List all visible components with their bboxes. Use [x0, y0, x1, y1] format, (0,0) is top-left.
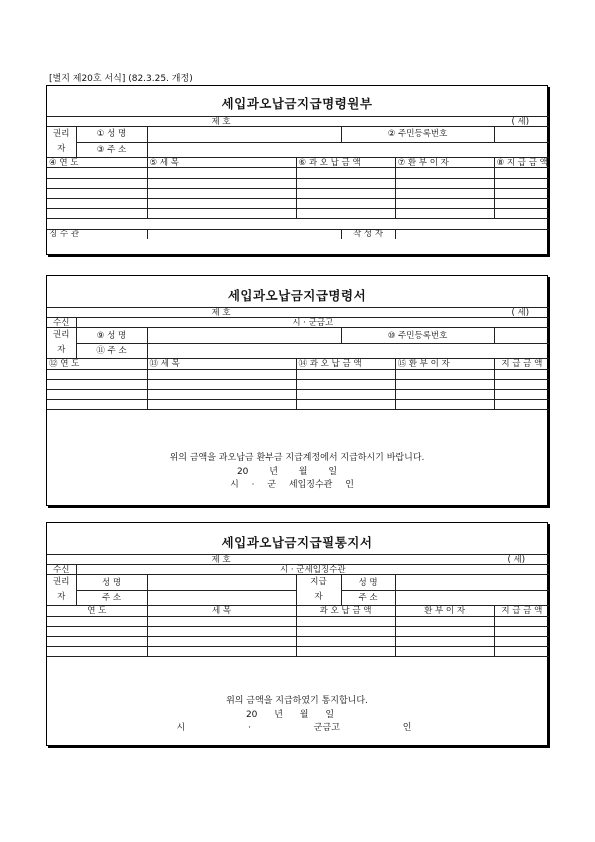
- form3-payee-name-field[interactable]: [395, 575, 549, 591]
- form2-address-field[interactable]: [147, 343, 549, 359]
- form1-holder-label-b: 자: [57, 144, 66, 155]
- table-row: [47, 400, 549, 410]
- form3-interest-cell[interactable]: [395, 626, 494, 636]
- form1-pay-cell[interactable]: [494, 209, 549, 219]
- form3-address-label: 주 소: [76, 590, 147, 606]
- table-row: [47, 188, 549, 198]
- form1-name-label: ① 성 명: [76, 127, 147, 143]
- form2-year-cell[interactable]: [47, 379, 147, 389]
- form-disbursement-order: [46, 275, 548, 506]
- form3-item-cell[interactable]: [147, 636, 296, 646]
- form1-year-cell[interactable]: [47, 168, 147, 178]
- form3-statement-block: [47, 695, 547, 736]
- form3-number-label: 제 호: [47, 555, 395, 565]
- form3-payee-address-field[interactable]: [395, 590, 549, 606]
- form2-fiscal-year: ( 세): [395, 308, 549, 318]
- form1-amount-cell[interactable]: [296, 198, 395, 208]
- form1-amount-cell[interactable]: [296, 209, 395, 219]
- form2-interest-cell[interactable]: [395, 369, 494, 379]
- form2-item-cell[interactable]: [147, 400, 296, 410]
- form3-payee-name-label: 성 명: [341, 575, 395, 591]
- form3-pay-cell[interactable]: [494, 636, 549, 646]
- table-row: [47, 626, 549, 636]
- form2-name-label: ⑨ 성 명: [76, 328, 147, 344]
- form3-holder-label: [47, 575, 76, 606]
- table-row: [47, 219, 549, 229]
- form3-interest-cell[interactable]: [395, 636, 494, 646]
- table-row: [47, 616, 549, 626]
- table-row: [47, 389, 549, 399]
- form2-col-amount: ⑭ 과 오 납 금 액: [296, 359, 395, 369]
- form1-writer-label: 작 성 자: [341, 229, 395, 239]
- form3-statement: 위의 금액을 지급하였기 통지합니다.: [226, 696, 368, 706]
- form2-table: [47, 307, 549, 410]
- form2-recipient-row: [47, 318, 549, 328]
- form3-column-header-row: [47, 606, 549, 616]
- form1-address-field[interactable]: [147, 142, 549, 158]
- form3-col-amount: 과 오 납 금 액: [296, 606, 395, 616]
- table-row: [47, 168, 549, 178]
- form2-address-label: ⑪ 주 소: [76, 343, 147, 359]
- form3-payee-address-label: 주 소: [341, 590, 395, 606]
- form1-item-cell[interactable]: [147, 209, 296, 219]
- form1-interest-cell[interactable]: [395, 178, 494, 188]
- form3-name-row: [47, 575, 549, 591]
- form1-address-label: ③ 주 소: [76, 142, 147, 158]
- form2-year-cell[interactable]: [47, 400, 147, 410]
- form2-interest-cell[interactable]: [395, 389, 494, 399]
- form2-statement-block: [47, 452, 547, 493]
- form2-column-header-row: [47, 359, 549, 369]
- form2-statement: 위의 금액을 과오납금 환부금 지급계정에서 지급하시기 바랍니다.: [169, 453, 425, 463]
- form3-title: 세입과오납금지급필통지서: [221, 535, 373, 550]
- form3-payee-label: [296, 575, 341, 606]
- form1-interest-cell[interactable]: [395, 209, 494, 219]
- form1-rrn-field[interactable]: [494, 127, 549, 143]
- form1-number-row: [47, 117, 549, 127]
- form-disbursement-notice: [46, 522, 548, 746]
- form3-fiscal-year: ( 세): [395, 555, 549, 565]
- form1-pay-cell[interactable]: [494, 168, 549, 178]
- form3-amount-cell[interactable]: [296, 616, 395, 626]
- form1-collector-field[interactable]: [147, 229, 341, 239]
- form1-interest-cell[interactable]: [395, 198, 494, 208]
- form1-item-cell[interactable]: [147, 188, 296, 198]
- table-row: [47, 636, 549, 646]
- form2-pay-cell[interactable]: [494, 369, 549, 379]
- form2-amount-cell[interactable]: [296, 400, 395, 410]
- table-row: [47, 647, 549, 657]
- form1-year-cell[interactable]: [47, 198, 147, 208]
- form2-pay-cell[interactable]: [494, 400, 549, 410]
- form2-interest-cell[interactable]: [395, 400, 494, 410]
- form1-pay-cell[interactable]: [494, 198, 549, 208]
- form3-col-item: 세 목: [147, 606, 296, 616]
- form1-col-year: ④ 연 도: [47, 158, 147, 168]
- form2-rrn-field[interactable]: [494, 328, 549, 344]
- form3-recipient-row: [47, 565, 549, 575]
- form-header-note: [별지 제20호 서식] (82.3.25. 개정): [49, 74, 193, 84]
- form1-amount-cell[interactable]: [296, 168, 395, 178]
- form1-year-cell[interactable]: [47, 188, 147, 198]
- form3-interest-cell[interactable]: [395, 616, 494, 626]
- form3-address-field[interactable]: [147, 590, 296, 606]
- form3-pay-cell[interactable]: [494, 626, 549, 636]
- form2-pay-cell[interactable]: [494, 379, 549, 389]
- table-row: [47, 178, 549, 188]
- form1-holder-address-row: [47, 142, 549, 158]
- form1-holder-name-row: [47, 127, 549, 143]
- form2-date-line: 20 년 월 일: [236, 466, 338, 477]
- form2-holder-name-row: [47, 328, 549, 344]
- form3-interest-cell[interactable]: [395, 647, 494, 657]
- form2-rrn-label: ⑩ 주민등록번호: [341, 328, 494, 344]
- form1-table: [47, 116, 549, 239]
- table-row: [47, 379, 549, 389]
- form2-col-item: ⑬ 세 목: [147, 359, 296, 369]
- form3-name-field[interactable]: [147, 575, 296, 591]
- form2-amount-cell[interactable]: [296, 379, 395, 389]
- form2-interest-cell[interactable]: [395, 379, 494, 389]
- form3-item-cell[interactable]: [147, 647, 296, 657]
- form3-number-row: [47, 555, 549, 565]
- form3-pay-cell[interactable]: [494, 647, 549, 657]
- form3-year-cell[interactable]: [47, 636, 147, 646]
- form2-title: 세입과오납금지급명령서: [227, 288, 367, 303]
- form3-col-year: 연 도: [47, 606, 147, 616]
- form1-collector-label: 징 수 관: [47, 229, 147, 239]
- form2-number-row: [47, 308, 549, 318]
- form1-item-cell[interactable]: [147, 198, 296, 208]
- form3-col-pay: 지 급 금 액: [494, 606, 549, 616]
- form1-rrn-label: ② 주민등록번호: [341, 127, 494, 143]
- form2-item-cell[interactable]: [147, 369, 296, 379]
- form2-holder-address-row: [47, 343, 549, 359]
- form2-holder-label: [47, 328, 76, 359]
- table-row: [47, 198, 549, 208]
- form2-item-cell[interactable]: [147, 389, 296, 399]
- form2-item-cell[interactable]: [147, 379, 296, 389]
- form2-amount-cell[interactable]: [296, 389, 395, 399]
- form2-signer: 시 · 군 세입징수관 인: [230, 480, 354, 490]
- table-row: [47, 369, 549, 379]
- form3-year-cell[interactable]: [47, 647, 147, 657]
- form3-holder-label-a: 권리: [53, 577, 70, 588]
- form1-item-cell[interactable]: [147, 178, 296, 188]
- form3-year-cell[interactable]: [47, 626, 147, 636]
- form2-holder-label-b: 자: [57, 345, 66, 356]
- form3-amount-cell[interactable]: [296, 647, 395, 657]
- form2-amount-cell[interactable]: [296, 369, 395, 379]
- form1-title: 세입과오납금지급명령원부: [221, 96, 373, 111]
- form3-item-cell[interactable]: [147, 626, 296, 636]
- form3-item-cell[interactable]: [147, 616, 296, 626]
- form2-col-year: ⑫ 연 도: [47, 359, 147, 369]
- form3-amount-cell[interactable]: [296, 636, 395, 646]
- form3-pay-cell[interactable]: [494, 616, 549, 626]
- form1-pay-cell[interactable]: [494, 188, 549, 198]
- form3-payee-label-a: 지급: [310, 577, 327, 588]
- form-disbursement-ledger: [46, 85, 548, 255]
- form2-recipient-value: 시 · 군금고: [76, 318, 549, 328]
- form1-writer-field[interactable]: [395, 229, 549, 239]
- form2-year-cell[interactable]: [47, 389, 147, 399]
- form1-col-item: ⑤ 세 목: [147, 158, 296, 168]
- form2-recipient-label: 수신: [47, 318, 76, 328]
- form2-pay-cell[interactable]: [494, 389, 549, 399]
- form2-number-label: 제 호: [47, 308, 395, 318]
- form2-col-interest: ⑮ 환 부 이 자: [395, 359, 494, 369]
- form1-number-label: 제 호: [47, 117, 395, 127]
- form1-column-header-row: [47, 158, 549, 168]
- form1-col-pay: ⑧ 지 급 금 액: [494, 158, 549, 168]
- form3-recipient-value: 시 · 군세입징수관: [76, 565, 549, 575]
- form1-amount-cell[interactable]: [296, 188, 395, 198]
- form1-holder-label: [47, 127, 76, 158]
- form3-amount-cell[interactable]: [296, 626, 395, 636]
- form1-year-cell[interactable]: [47, 209, 147, 219]
- form1-name-field[interactable]: [147, 127, 341, 143]
- form2-holder-label-a: 권리: [53, 330, 70, 341]
- form1-fiscal-year: ( 세): [395, 117, 549, 127]
- form1-item-cell[interactable]: [147, 168, 296, 178]
- form3-signer: 시 · 군금고 인: [176, 723, 412, 733]
- form3-date-line: 20 년 월 일: [245, 709, 335, 720]
- form1-interest-cell[interactable]: [395, 188, 494, 198]
- form2-year-cell[interactable]: [47, 369, 147, 379]
- form1-interest-cell[interactable]: [395, 168, 494, 178]
- form2-name-field[interactable]: [147, 328, 341, 344]
- form3-payee-label-b: 자: [314, 592, 323, 603]
- form1-holder-label-a: 권리: [53, 129, 70, 140]
- form3-name-label: 성 명: [76, 575, 147, 591]
- form1-signature-row: [47, 229, 549, 239]
- form3-table: [47, 554, 549, 657]
- form1-pay-cell[interactable]: [494, 178, 549, 188]
- form1-amount-cell[interactable]: [296, 178, 395, 188]
- form1-blank-row[interactable]: [47, 219, 549, 229]
- form1-col-interest: ⑦ 환 부 이 자: [395, 158, 494, 168]
- form3-holder-label-b: 자: [57, 592, 66, 603]
- form1-col-amount: ⑥ 과 오 납 금 액: [296, 158, 395, 168]
- form3-col-interest: 환 부 이 자: [395, 606, 494, 616]
- form2-col-pay: 지 급 금 액: [494, 359, 549, 369]
- table-row: [47, 209, 549, 219]
- form1-year-cell[interactable]: [47, 178, 147, 188]
- form3-year-cell[interactable]: [47, 616, 147, 626]
- form3-recipient-label: 수신: [47, 565, 76, 575]
